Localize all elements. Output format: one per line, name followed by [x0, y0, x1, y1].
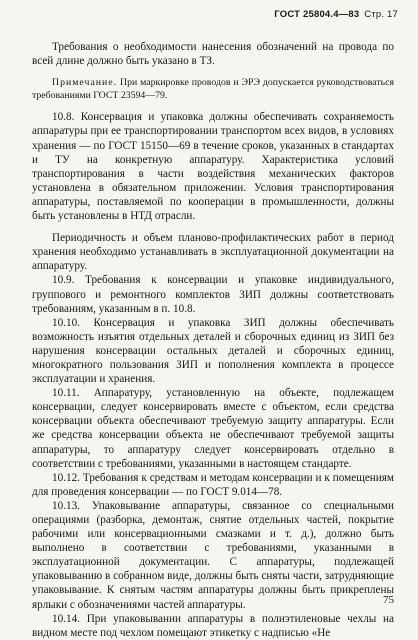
clause-10-12: 10.12. Требования к средствам и методам консервации и к помещениям для проведения консервации — по ГОСТ 9.014—78. — [32, 471, 394, 498]
note — [32, 77, 394, 102]
page-body — [32, 40, 394, 640]
clause-10-8-maintenance: Периодичность и объем планово-профилактических работ в период хранения необходимо устанавливать в эксплуатационной документации на аппаратуру. — [32, 232, 394, 273]
clause-10-10: 10.10. Консервация и упаковка ЗИП должны обеспечивать возможность изъятия отдельных деталей и сборочных единиц из ЗИП без нарушения консервации остальных деталей и сборочных единиц, многократного пользования ЗИП и пополнения комплекта в процессе эксплуатации и хранения. — [32, 316, 394, 386]
clause-10-13: 10.13. Упаковывание аппаратуры, связанное со специальными операциями (разборка, демонтаж, снятие отдельных частей, покрытие рабочими или консервационными смазками и т. д.), должно быть выполнено в соответствии с требованиями, указанными в эксплуатационной документации. С аппаратуры, подлежащей упаковыванию в собранном виде, должны быть сняты части, затрудняющие упаковывание. К снятым частям аппаратуры должны быть прикреплены ярлыки с обозначениями частей аппаратуры. — [32, 499, 394, 611]
page-header — [274, 9, 398, 20]
header-page-label: Стр. 17 — [364, 9, 398, 20]
paragraph-marking-requirement: Требования о необходимости нанесения обозначений на провода по всей длине должно быть указано в ТЗ. — [32, 41, 394, 68]
standard-code: ГОСТ 25804.4—83 — [274, 9, 360, 20]
note-label: Примечание. — [52, 77, 118, 89]
clause-10-8: 10.8. Консервация и упаковка должны обеспечивать сохраняемость аппаратуры при ее транспортировании транспортом всех видов, в условиях хранения — по ГОСТ 15150—69 в течение сроков, указанных в стандартах и ТУ на конкретную аппаратуру. Характеристика условий транспортирования в части воздействия механических факторов установлена в обязательном приложении. Условия транспортирования аппаратуры, поставляемой по кооперации в промышленности, должны быть установлены в НТД отрасли. — [32, 111, 394, 223]
clause-10-9: 10.9. Требования к консервации и упаковке индивидуального, группового и ремонтного комплектов ЗИП должны соответствовать требованиям, указанным в п. 10.8. — [32, 274, 394, 315]
clause-10-11: 10.11. Аппаратуру, установленную на объекте, подлежащем консервации, следует консервировать вместе с объектом, если средства консервации объекта обеспечивают требуемую защиту аппаратуры. Если же средства консервации объекта не обеспечивают требуемой защиты аппаратуры, то аппаратуру следует консервировать отдельно в соответствии с требованиями, указанными в настоящем стандарте. — [32, 387, 394, 470]
page-number: 75 — [383, 594, 394, 606]
clause-10-14: 10.14. При упаковывании аппаратуры в полиэтиленовые чехлы на видном месте под чехлом помещают этикетку с надписью «Не — [32, 612, 394, 639]
note-text: При маркировке проводов и ЭРЭ допускается руководствоваться требованиями ГОСТ 23594—79. — [32, 77, 394, 101]
